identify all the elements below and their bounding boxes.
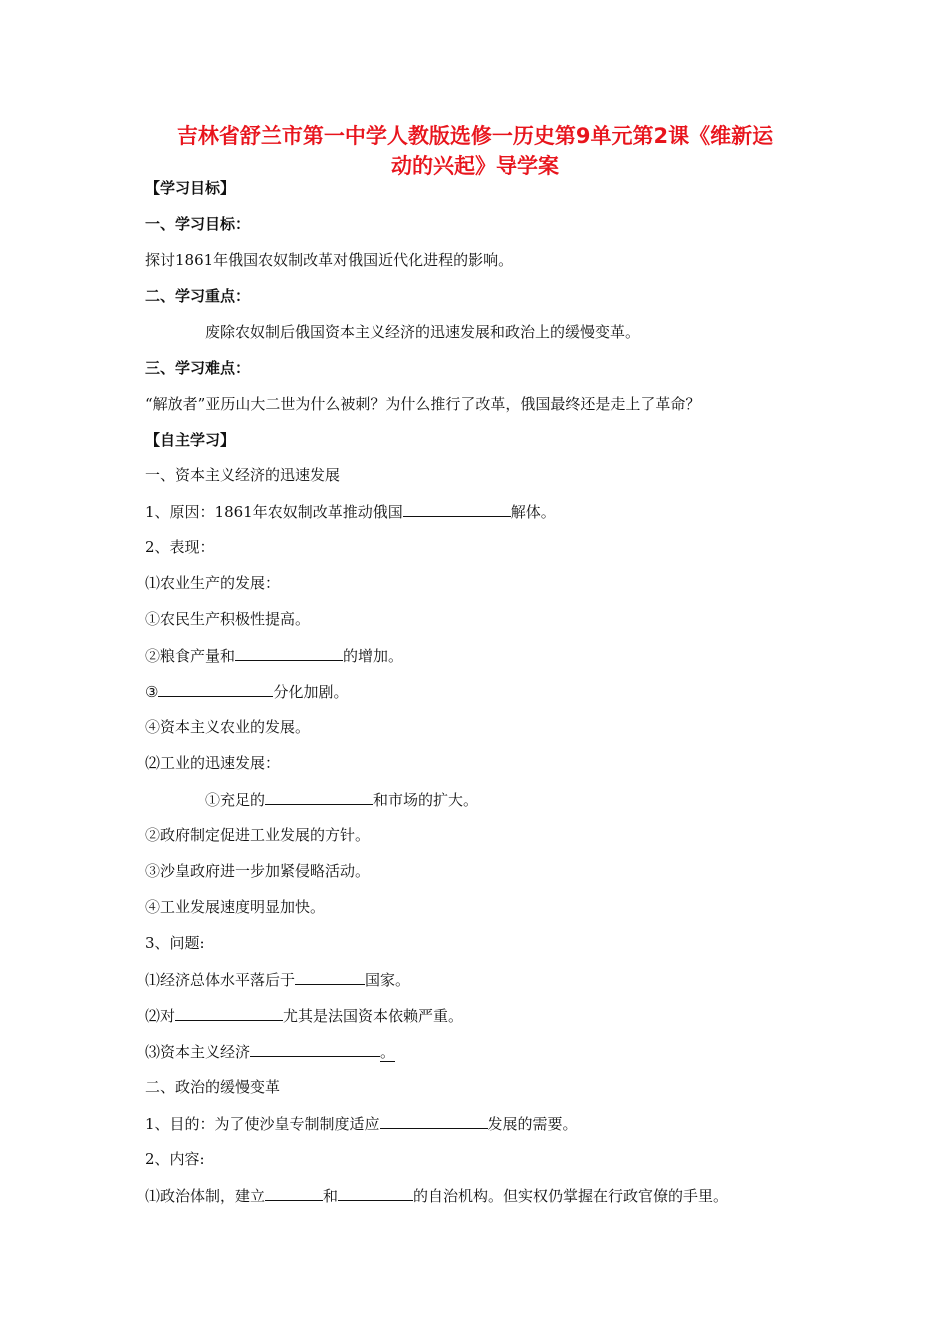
problem-1 — [145, 969, 410, 990]
fill-blank[interactable] — [235, 645, 343, 661]
fill-blank[interactable] — [265, 1185, 323, 1201]
agri-item-1: ①农民生产积极性提高。 — [145, 610, 311, 628]
objectives-heading: 【学习目标】 — [145, 179, 236, 197]
agri-item-2 — [145, 645, 403, 666]
agri-3-prefix: ③ — [145, 683, 159, 701]
agri-2-suffix: 的增加。 — [343, 647, 404, 665]
agri-3-suffix: 分化加剧。 — [273, 683, 349, 701]
agri-heading: ⑴农业生产的发展： — [145, 574, 281, 592]
prob-1-suffix: 国家。 — [365, 971, 411, 989]
self-study-heading: 【自主学习】 — [145, 431, 236, 449]
prob-2-prefix: ⑵对 — [145, 1007, 176, 1025]
industry-heading: ⑵工业的迅速发展： — [145, 754, 281, 772]
fill-blank[interactable] — [175, 1005, 283, 1021]
industry-item-4: ④工业发展速度明显加快。 — [145, 898, 326, 916]
prob-3-suffix: 。 — [380, 1043, 396, 1061]
purpose-line — [145, 1113, 578, 1134]
document-title — [120, 121, 830, 181]
difficult-text: “解放者”亚历山大二世为什么被刺？为什么推行了改革，俄国最终还是走上了革命？ — [145, 395, 701, 413]
cause-line — [145, 501, 556, 522]
agri-2-prefix: ②粮食产量和 — [145, 647, 236, 665]
section-1-heading: 一、资本主义经济的迅速发展 — [145, 466, 341, 484]
fill-blank[interactable] — [338, 1185, 413, 1201]
prob-3-prefix: ⑶资本主义经济 — [145, 1043, 251, 1061]
cause-suffix: 解体。 — [510, 503, 556, 521]
fill-blank[interactable] — [250, 1041, 380, 1057]
difficult-heading: 三、学习难点： — [145, 359, 251, 377]
fill-blank[interactable] — [380, 1113, 488, 1129]
key-text: 废除农奴制后俄国资本主义经济的迅速发展和政治上的缓慢变革。 — [205, 323, 641, 341]
problem-3 — [145, 1041, 395, 1062]
key-heading: 二、学习重点： — [145, 287, 251, 305]
content-heading: 2、内容: — [145, 1150, 205, 1168]
pol-1-suffix: 的自治机构。但实权仍掌握在行政官僚的手里。 — [413, 1187, 729, 1205]
purpose-prefix: 1、目的：为了使沙皇专制制度适应 — [145, 1115, 380, 1133]
manifest-heading: 2、表现： — [145, 538, 215, 556]
problem-2 — [145, 1005, 463, 1026]
cause-prefix: 1、原因：1861年农奴制改革推动俄国 — [145, 503, 403, 521]
title-line-2: 动的兴起》导学案 — [391, 154, 559, 178]
section-2-heading: 二、政治的缓慢变革 — [145, 1078, 281, 1096]
industry-item-2: ②政府制定促进工业发展的方针。 — [145, 826, 371, 844]
purpose-suffix: 发展的需要。 — [487, 1115, 578, 1133]
ind-1-prefix: ①充足的 — [205, 791, 266, 809]
prob-2-suffix: 尤其是法国资本依赖严重。 — [283, 1007, 464, 1025]
title-line-1: 吉林省舒兰市第一中学人教版选修一历史第9单元第2课《维新运 — [176, 124, 774, 148]
pol-1-prefix: ⑴政治体制，建立 — [145, 1187, 266, 1205]
pol-1-mid: 和 — [323, 1187, 339, 1205]
prob-1-prefix: ⑴经济总体水平落后于 — [145, 971, 296, 989]
fill-blank[interactable] — [403, 501, 511, 517]
fill-blank[interactable] — [295, 969, 365, 985]
industry-item-1 — [205, 789, 478, 810]
ind-1-suffix: 和市场的扩大。 — [373, 791, 479, 809]
problems-heading: 3、问题: — [145, 934, 205, 952]
fill-blank[interactable] — [158, 681, 273, 697]
agri-item-4: ④资本主义农业的发展。 — [145, 718, 311, 736]
industry-item-3: ③沙皇政府进一步加紧侵略活动。 — [145, 862, 371, 880]
goal-text: 探讨1861年俄国农奴制改革对俄国近代化进程的影响。 — [145, 251, 514, 269]
agri-item-3 — [145, 681, 348, 702]
politics-item-1 — [145, 1185, 728, 1206]
goal-heading: 一、学习目标： — [145, 215, 251, 233]
fill-blank[interactable] — [265, 789, 373, 805]
